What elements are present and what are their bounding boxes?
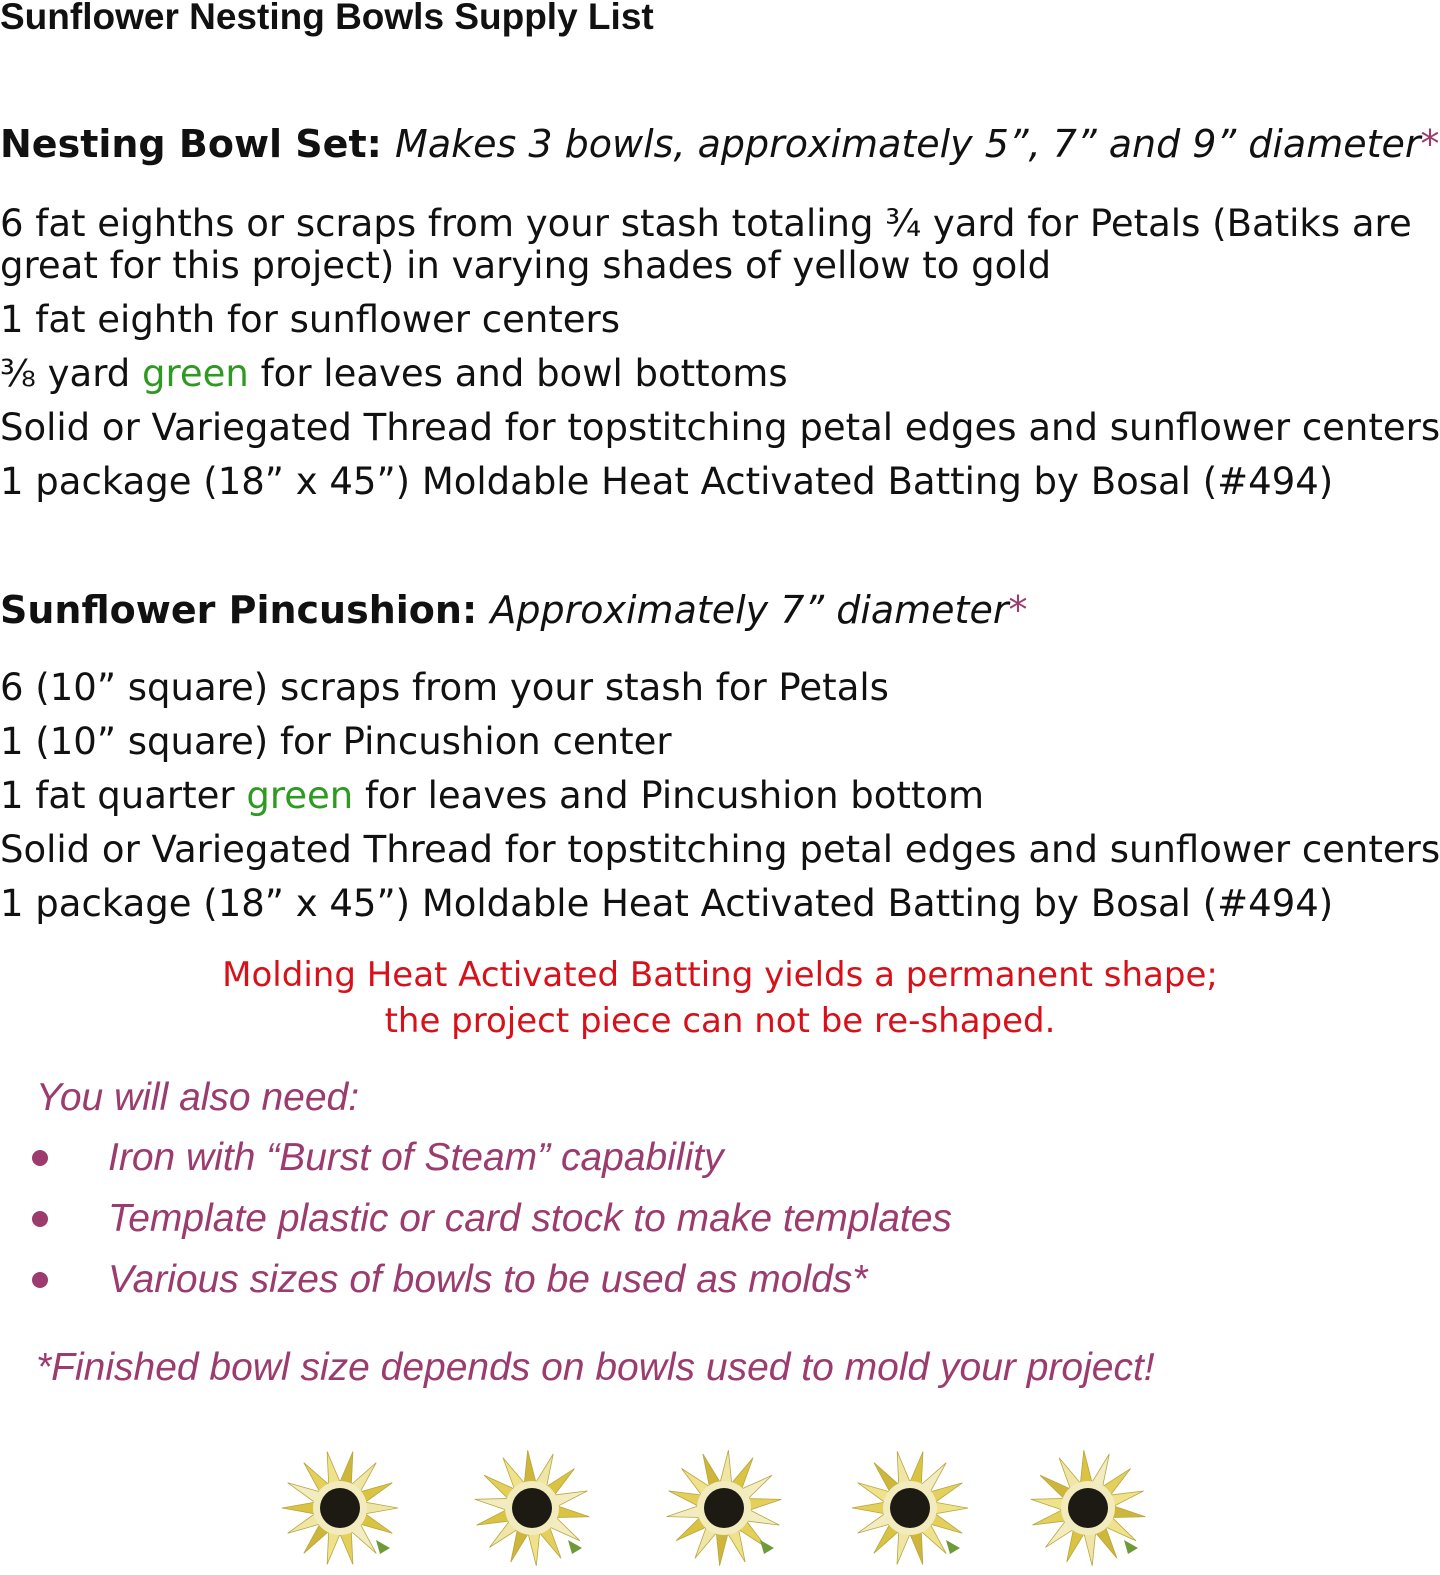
list-item-text: 1 fat quarter	[0, 774, 247, 817]
petal-shape	[852, 1502, 887, 1514]
flower-center-shape	[704, 1488, 744, 1528]
nesting-bowl-supply-list	[0, 202, 1440, 515]
sunflower-graphic	[850, 1446, 970, 1571]
green-text: green	[142, 352, 249, 395]
leaf-shape	[376, 1540, 390, 1554]
also-need-list	[30, 1132, 952, 1315]
list-item: 6 (10” square) scraps from your stash for Petals	[0, 666, 889, 709]
sunflower-graphic	[280, 1446, 400, 1571]
petal-shape	[716, 1531, 728, 1566]
sunflower-icon	[1028, 1446, 1148, 1571]
also-need-heading: You will also need:	[36, 1076, 360, 1119]
list-item: 1 fat eighth for sunflower centers	[0, 298, 621, 341]
bullet-icon	[32, 1272, 48, 1288]
sunflower-graphic	[664, 1446, 784, 1571]
bullet-icon	[32, 1150, 48, 1166]
sunflower-graphic	[1028, 1446, 1148, 1571]
petal-shape	[363, 1502, 398, 1514]
list-item: 6 fat eighths or scraps from your stash totaling ¾ yard for Petals (Batiks are great for this project) in varying shades of yellow to gold	[0, 202, 1412, 287]
list-item-text: for leaves and bowl bottoms	[248, 352, 788, 395]
petal-shape	[528, 1531, 540, 1566]
petal-shape	[720, 1450, 732, 1485]
list-item	[30, 1132, 952, 1193]
list-item: Solid or Variegated Thread for topstitching petal edges and sunflower centers	[0, 406, 1440, 449]
pincushion-heading	[0, 588, 1027, 632]
flower-center-shape	[512, 1488, 552, 1528]
petal-shape	[1080, 1450, 1092, 1485]
list-item	[30, 1254, 952, 1315]
petal-shape	[554, 1505, 589, 1517]
petal-shape	[1031, 1498, 1066, 1510]
batting-warning	[200, 952, 1240, 1044]
list-item: Solid or Variegated Thread for topstitching petal edges and sunflower centers	[0, 828, 1440, 871]
flower-center-shape	[1068, 1488, 1108, 1528]
petal-shape	[524, 1450, 536, 1485]
list-item: 1 (10” square) for Pincushion center	[0, 720, 672, 763]
bullet-icon	[32, 1211, 48, 1227]
list-item-text: for leaves and Pincushion bottom	[353, 774, 985, 817]
petal-shape	[667, 1505, 702, 1517]
list-item: 1 package (18” x 45”) Moldable Heat Activated Batting by Bosal (#494)	[0, 882, 1334, 925]
nesting-bowl-heading	[0, 122, 1440, 166]
leaf-shape	[568, 1540, 582, 1554]
footnote: *Finished bowl size depends on bowls used to mold your project!	[36, 1346, 1155, 1389]
pincushion-supply-list	[0, 667, 1440, 937]
flower-center-shape	[320, 1488, 360, 1528]
warning-line: Molding Heat Activated Batting yields a permanent shape;	[222, 955, 1218, 995]
petal-shape	[746, 1499, 781, 1511]
petal-shape	[933, 1502, 968, 1514]
sunflower-row	[280, 1446, 1160, 1571]
nesting-bowl-asterisk: *	[1420, 122, 1440, 166]
list-item	[0, 353, 1415, 395]
sunflower-icon	[850, 1446, 970, 1571]
pincushion-size-note: Approximately 7” diameter	[490, 588, 1009, 632]
leaf-shape	[760, 1540, 774, 1554]
warning-line: the project piece can not be re-shaped.	[384, 1001, 1056, 1041]
petal-shape	[475, 1498, 510, 1510]
leaf-shape	[946, 1540, 960, 1554]
list-item	[0, 775, 1440, 817]
list-item-text: Iron with “Burst of Steam” capability	[108, 1136, 724, 1179]
pincushion-label: Sunflower Pincushion:	[0, 588, 478, 632]
pincushion-asterisk: *	[1008, 588, 1028, 632]
list-item: 1 package (18” x 45”) Moldable Heat Activated Batting by Bosal (#494)	[0, 460, 1334, 503]
petal-shape	[1084, 1531, 1096, 1566]
page-title: Sunflower Nesting Bowls Supply List	[0, 0, 654, 37]
sunflower-icon	[280, 1446, 400, 1571]
list-item-text: ⅜ yard	[0, 352, 143, 395]
leaf-shape	[1124, 1540, 1138, 1554]
list-item-text: Template plastic or card stock to make templates	[108, 1197, 952, 1240]
nesting-bowl-label: Nesting Bowl Set:	[0, 122, 382, 166]
green-text: green	[246, 774, 354, 817]
flower-center-shape	[890, 1488, 930, 1528]
list-item	[30, 1193, 952, 1254]
petal-shape	[1110, 1505, 1145, 1517]
list-item-text: Various sizes of bowls to be used as molds*	[108, 1258, 868, 1301]
nesting-bowl-size-note: Makes 3 bowls, approximately 5”, 7” and 9” diameter	[395, 122, 1421, 166]
sunflower-icon	[664, 1446, 784, 1571]
petal-shape	[282, 1502, 317, 1514]
sunflower-icon	[472, 1446, 592, 1571]
sunflower-graphic	[472, 1446, 592, 1571]
